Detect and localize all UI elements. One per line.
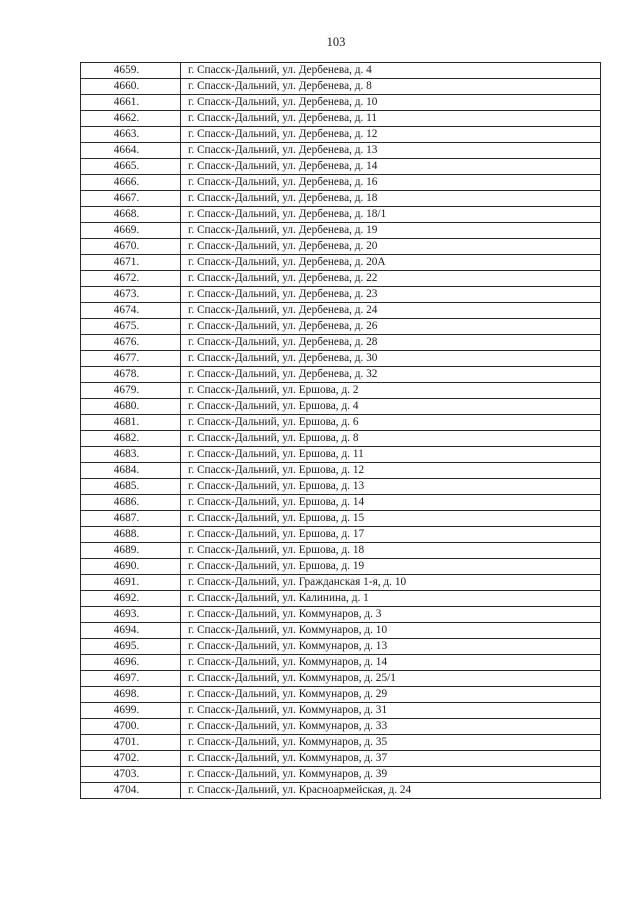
row-number: 4674. [81, 303, 181, 319]
row-number: 4666. [81, 175, 181, 191]
row-address: г. Спасск-Дальний, ул. Дербенева, д. 14 [181, 159, 601, 175]
row-number: 4688. [81, 527, 181, 543]
row-number: 4679. [81, 383, 181, 399]
row-number: 4682. [81, 431, 181, 447]
row-number: 4701. [81, 735, 181, 751]
row-number: 4671. [81, 255, 181, 271]
row-number: 4683. [81, 447, 181, 463]
table-row [81, 719, 601, 735]
row-address: г. Спасск-Дальний, ул. Гражданская 1-я, д. 10 [181, 575, 601, 591]
row-number: 4678. [81, 367, 181, 383]
row-address: г. Спасск-Дальний, ул. Ершова, д. 18 [181, 543, 601, 559]
row-number: 4661. [81, 95, 181, 111]
table-row [81, 431, 601, 447]
table-row [81, 447, 601, 463]
row-number: 4680. [81, 399, 181, 415]
row-number: 4694. [81, 623, 181, 639]
row-number: 4681. [81, 415, 181, 431]
row-address: г. Спасск-Дальний, ул. Ершова, д. 6 [181, 415, 601, 431]
table-row [81, 95, 601, 111]
table-row [81, 415, 601, 431]
row-address: г. Спасск-Дальний, ул. Ершова, д. 4 [181, 399, 601, 415]
row-address: г. Спасск-Дальний, ул. Дербенева, д. 13 [181, 143, 601, 159]
row-address: г. Спасск-Дальний, ул. Дербенева, д. 28 [181, 335, 601, 351]
table-row [81, 239, 601, 255]
row-address: г. Спасск-Дальний, ул. Дербенева, д. 18/1 [181, 207, 601, 223]
table-row [81, 287, 601, 303]
table-row [81, 159, 601, 175]
table-row [81, 79, 601, 95]
row-number: 4698. [81, 687, 181, 703]
row-number: 4670. [81, 239, 181, 255]
table-row [81, 207, 601, 223]
table-row [81, 367, 601, 383]
row-address: г. Спасск-Дальний, ул. Дербенева, д. 18 [181, 191, 601, 207]
table-row [81, 543, 601, 559]
table-row [81, 175, 601, 191]
row-address: г. Спасск-Дальний, ул. Ершова, д. 13 [181, 479, 601, 495]
table-row [81, 479, 601, 495]
row-address: г. Спасск-Дальний, ул. Дербенева, д. 16 [181, 175, 601, 191]
row-address: г. Спасск-Дальний, ул. Коммунаров, д. 39 [181, 767, 601, 783]
row-number: 4695. [81, 639, 181, 655]
row-number: 4685. [81, 479, 181, 495]
row-number: 4673. [81, 287, 181, 303]
row-address: г. Спасск-Дальний, ул. Дербенева, д. 30 [181, 351, 601, 367]
row-number: 4663. [81, 127, 181, 143]
row-address: г. Спасск-Дальний, ул. Дербенева, д. 11 [181, 111, 601, 127]
row-address: г. Спасск-Дальний, ул. Дербенева, д. 19 [181, 223, 601, 239]
table-row [81, 639, 601, 655]
table-row [81, 655, 601, 671]
row-number: 4676. [81, 335, 181, 351]
table-row [81, 63, 601, 79]
row-number: 4675. [81, 319, 181, 335]
table-row [81, 591, 601, 607]
table-row [81, 143, 601, 159]
row-number: 4662. [81, 111, 181, 127]
row-number: 4672. [81, 271, 181, 287]
row-number: 4696. [81, 655, 181, 671]
address-table [80, 62, 601, 799]
row-number: 4664. [81, 143, 181, 159]
row-address: г. Спасск-Дальний, ул. Дербенева, д. 12 [181, 127, 601, 143]
table-row [81, 335, 601, 351]
table-row [81, 223, 601, 239]
row-address: г. Спасск-Дальний, ул. Ершова, д. 14 [181, 495, 601, 511]
table-row [81, 319, 601, 335]
row-address: г. Спасск-Дальний, ул. Ершова, д. 11 [181, 447, 601, 463]
row-address: г. Спасск-Дальний, ул. Коммунаров, д. 37 [181, 751, 601, 767]
table-row [81, 495, 601, 511]
row-number: 4665. [81, 159, 181, 175]
row-number: 4668. [81, 207, 181, 223]
row-address: г. Спасск-Дальний, ул. Коммунаров, д. 35 [181, 735, 601, 751]
table-row [81, 255, 601, 271]
table-row [81, 383, 601, 399]
table-row [81, 735, 601, 751]
row-address: г. Спасск-Дальний, ул. Дербенева, д. 32 [181, 367, 601, 383]
row-address: г. Спасск-Дальний, ул. Дербенева, д. 20 [181, 239, 601, 255]
table-row [81, 559, 601, 575]
row-number: 4692. [81, 591, 181, 607]
table-row [81, 767, 601, 783]
table-row [81, 303, 601, 319]
address-table-body [81, 63, 601, 799]
row-address: г. Спасск-Дальний, ул. Коммунаров, д. 25/1 [181, 671, 601, 687]
table-row [81, 623, 601, 639]
table-row [81, 511, 601, 527]
row-address: г. Спасск-Дальний, ул. Ершова, д. 12 [181, 463, 601, 479]
row-address: г. Спасск-Дальний, ул. Коммунаров, д. 14 [181, 655, 601, 671]
row-number: 4702. [81, 751, 181, 767]
row-number: 4693. [81, 607, 181, 623]
row-address: г. Спасск-Дальний, ул. Коммунаров, д. 13 [181, 639, 601, 655]
row-address: г. Спасск-Дальний, ул. Дербенева, д. 4 [181, 63, 601, 79]
row-address: г. Спасск-Дальний, ул. Дербенева, д. 10 [181, 95, 601, 111]
table-row [81, 687, 601, 703]
table-row [81, 575, 601, 591]
row-number: 4700. [81, 719, 181, 735]
row-address: г. Спасск-Дальний, ул. Красноармейская, д. 24 [181, 783, 601, 799]
row-address: г. Спасск-Дальний, ул. Коммунаров, д. 33 [181, 719, 601, 735]
row-address: г. Спасск-Дальний, ул. Коммунаров, д. 29 [181, 687, 601, 703]
row-address: г. Спасск-Дальний, ул. Ершова, д. 8 [181, 431, 601, 447]
page-number: 103 [326, 35, 346, 49]
table-row [81, 111, 601, 127]
row-address: г. Спасск-Дальний, ул. Ершова, д. 17 [181, 527, 601, 543]
table-row [81, 671, 601, 687]
row-number: 4699. [81, 703, 181, 719]
table-row [81, 783, 601, 799]
row-number: 4690. [81, 559, 181, 575]
row-address: г. Спасск-Дальний, ул. Ершова, д. 15 [181, 511, 601, 527]
row-number: 4669. [81, 223, 181, 239]
row-address: г. Спасск-Дальний, ул. Дербенева, д. 22 [181, 271, 601, 287]
row-number: 4686. [81, 495, 181, 511]
table-row [81, 191, 601, 207]
table-row [81, 271, 601, 287]
table-row [81, 703, 601, 719]
row-number: 4687. [81, 511, 181, 527]
row-address: г. Спасск-Дальний, ул. Ершова, д. 19 [181, 559, 601, 575]
row-address: г. Спасск-Дальний, ул. Дербенева, д. 24 [181, 303, 601, 319]
row-number: 4684. [81, 463, 181, 479]
row-number: 4660. [81, 79, 181, 95]
row-address: г. Спасск-Дальний, ул. Коммунаров, д. 31 [181, 703, 601, 719]
row-number: 4703. [81, 767, 181, 783]
row-address: г. Спасск-Дальний, ул. Коммунаров, д. 3 [181, 607, 601, 623]
row-address: г. Спасск-Дальний, ул. Ершова, д. 2 [181, 383, 601, 399]
row-number: 4704. [81, 783, 181, 799]
table-row [81, 127, 601, 143]
row-number: 4667. [81, 191, 181, 207]
row-number: 4659. [81, 63, 181, 79]
row-number: 4691. [81, 575, 181, 591]
table-row [81, 399, 601, 415]
row-address: г. Спасск-Дальний, ул. Дербенева, д. 20А [181, 255, 601, 271]
table-row [81, 607, 601, 623]
row-number: 4677. [81, 351, 181, 367]
row-number: 4697. [81, 671, 181, 687]
row-address: г. Спасск-Дальний, ул. Дербенева, д. 23 [181, 287, 601, 303]
table-row [81, 463, 601, 479]
row-address: г. Спасск-Дальний, ул. Дербенева, д. 8 [181, 79, 601, 95]
table-row [81, 527, 601, 543]
row-number: 4689. [81, 543, 181, 559]
row-address: г. Спасск-Дальний, ул. Коммунаров, д. 10 [181, 623, 601, 639]
table-row [81, 751, 601, 767]
row-address: г. Спасск-Дальний, ул. Калинина, д. 1 [181, 591, 601, 607]
table-row [81, 351, 601, 367]
row-address: г. Спасск-Дальний, ул. Дербенева, д. 26 [181, 319, 601, 335]
